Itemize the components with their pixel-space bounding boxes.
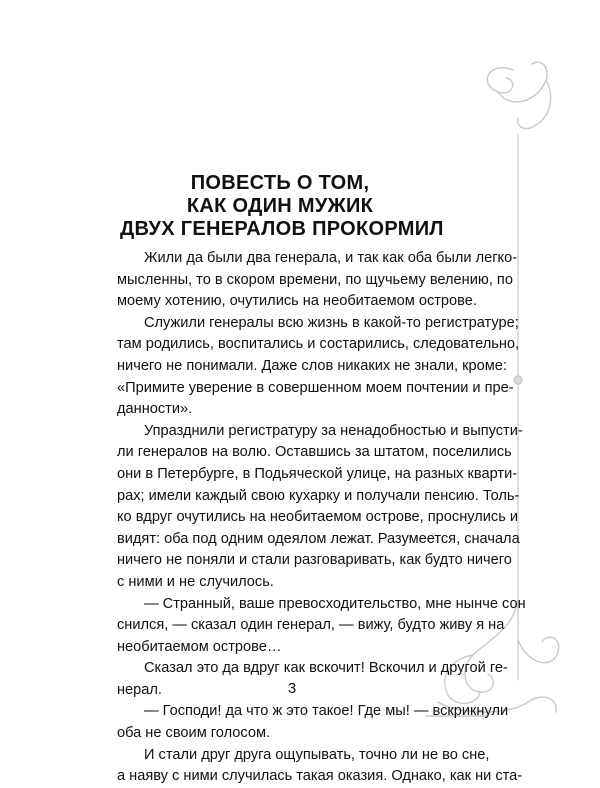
chapter-title-line-3: ДВУХ ГЕНЕРАЛОВ ПРОКОРМИЛ (120, 218, 444, 240)
text-line: Упразднили регистратуру за ненадобностью и выпусти- (144, 422, 523, 439)
text-line: мысленны, то в скором времени, по щучьему велению, по (117, 271, 513, 288)
chapter-title-line-1: ПОВЕСТЬ О ТОМ, (190, 172, 370, 194)
text-line: — Господи! да что ж это такое! Где мы! — вскрикнули (144, 703, 509, 720)
text-line: нерал. (117, 681, 162, 698)
text-line: данности». (117, 401, 193, 418)
text-line: видят: оба под одним одеялом лежат. Разумеется, сначала (117, 530, 520, 547)
page-number: 3 (287, 680, 297, 697)
text-line: снился, — сказал один генерал, — вижу, будто живу я на (117, 617, 505, 634)
text-line: оба не своим голосом. (117, 725, 271, 742)
text-line: моему хотению, очутились на необитаемом острове. (117, 293, 477, 310)
text-line: они в Петербурге, в Подьяческой улице, на разных кварти- (117, 465, 518, 482)
story-text (117, 248, 526, 788)
text-line: «Примите уверение в совершенном моем почтении и пре- (117, 379, 514, 396)
text-line: — Странный, ваше превосходительство, мне нынче сон (144, 595, 526, 612)
chapter-title (120, 172, 444, 241)
text-line: а наяву с ними случилась такая оказия. Однако, как ни ста- (117, 768, 523, 785)
text-line: Служили генералы всю жизнь в какой-то регистратуре; (144, 314, 519, 331)
text-line: ли генералов на волю. Оставшись за штатом, поселились (117, 444, 512, 461)
text-line: рах; имели каждый свою кухарку и получали пенсию. Толь- (117, 487, 520, 504)
text-line: И стали друг друга ощупывать, точно ли не во сне, (144, 746, 490, 763)
text-line: ничего не понимали. Даже слов никаких не знали, кроме: (117, 357, 507, 374)
text-line: необитаемом острове… (117, 638, 282, 655)
chapter-title-line-2: КАК ОДИН МУЖИК (186, 195, 374, 217)
text-line: с ними и не случилось. (117, 573, 274, 590)
text-line: ко вдруг очутились на необитаемом острове, проснулись и (117, 509, 519, 526)
text-line: Сказал это да вдруг как вскочит! Вскочил и другой ге- (144, 660, 508, 677)
text-line: там родились, воспитались и состарились, следовательно, (117, 336, 520, 353)
text-line: Жили да были два генерала, и так как оба были легко- (144, 250, 518, 266)
text-line: ничего не поняли и стали разговаривать, как будто ничего (117, 552, 512, 569)
